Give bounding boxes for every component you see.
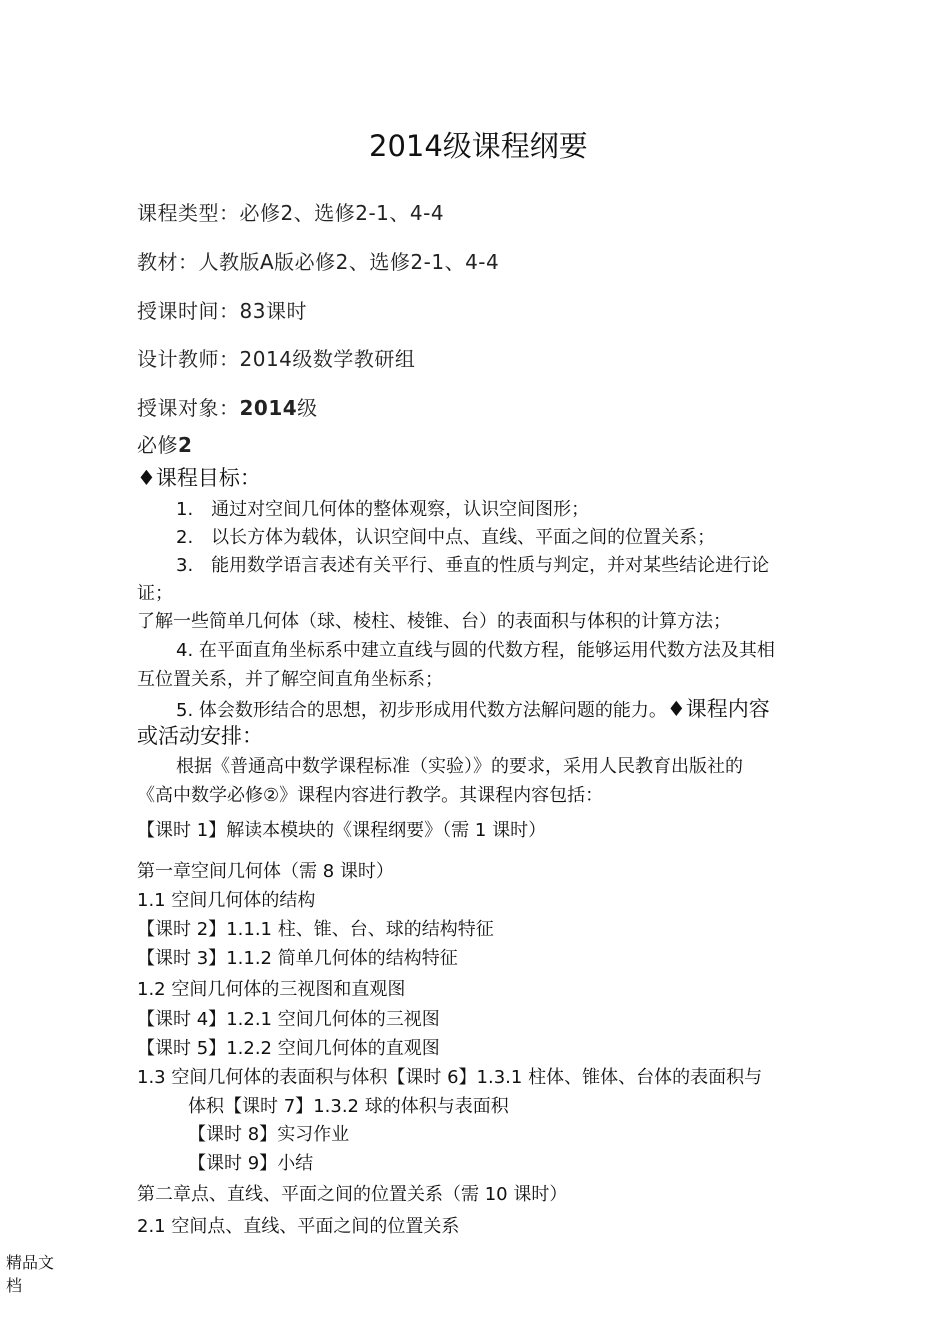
chapter-2: 第二章点、直线、平面之间的位置关系（需 10 课时） (137, 1184, 568, 1205)
lesson-1 (137, 816, 546, 842)
lesson-7-line (188, 1092, 509, 1118)
lesson-text: 1.2.2 空间几何体的直观图 (226, 1038, 440, 1059)
section-1-3: 1.3 空间几何体的表面积与体积 (137, 1067, 388, 1088)
designer-value: 2014级数学教研组 (239, 347, 416, 371)
lesson-tag: 【课时 3】 (137, 948, 227, 969)
lesson-tag: 【课时 7】 (224, 1096, 314, 1117)
lesson-tag: 【课时 9】 (188, 1153, 278, 1174)
footer-watermark: 精品文档 (6, 1253, 55, 1295)
lesson-text: 小结 (277, 1153, 314, 1174)
lesson-text: 实习作业 (277, 1124, 350, 1145)
objective-1: 1. 通过对空间几何体的整体观察，认识空间图形； (176, 499, 590, 520)
audience-label: 授课对象： (137, 396, 240, 420)
lesson-tag: 【课时 4】 (137, 1009, 227, 1030)
teaching-time-value: 83课时 (239, 299, 307, 323)
lesson-text: 1.3.2 球的体积与表面积 (313, 1096, 509, 1117)
lesson-tag: 【课时 5】 (137, 1038, 227, 1059)
lesson-tag: 【课时 6】 (387, 1067, 477, 1088)
objective-4-line2: 互位置关系，并了解空间直角坐标系； (137, 669, 443, 690)
objective-4-line1: 4. 在平面直角坐标系中建立直线与圆的代数方程，能够运用代数方法及其相 (176, 640, 775, 661)
section-1-2: 1.2 空间几何体的三视图和直观图 (137, 979, 406, 1000)
lesson-2 (137, 915, 494, 941)
module-prefix: 必修 (137, 433, 178, 457)
lesson-9 (188, 1149, 313, 1175)
audience-value: 2014 (239, 396, 298, 420)
intro-line1: 根据《普通高中数学课程标准（实验）》的要求，采用人民教育出版社的 (176, 756, 743, 777)
intro-line2: 《高中数学必修②》课程内容进行教学。其课程内容包括： (137, 785, 604, 806)
lesson-tag: 【课时 8】 (188, 1124, 278, 1145)
lesson-text: 解读本模块的《课程纲要》（需 1 课时） (226, 820, 547, 841)
module-number: 2 (178, 433, 193, 457)
content-heading-line2: 或活动安排： (137, 724, 263, 748)
section-2-1: 2.1 空间点、直线、平面之间的位置关系 (137, 1216, 460, 1237)
lesson-4 (137, 1005, 440, 1031)
objective-3-line1: 3. 能用数学语言表述有关平行、垂直的性质与判定，并对某些结论进行论 (176, 555, 770, 576)
lesson-text: 1.3.1 柱体、锥体、台体的表面积与 (476, 1067, 763, 1088)
course-type-line (137, 197, 444, 226)
objectives-heading: ♦课程目标： (137, 466, 261, 490)
lesson-3 (137, 944, 458, 970)
section-1-3-continued: 体积 (188, 1096, 224, 1117)
lesson-text: 1.1.1 柱、锥、台、球的结构特征 (226, 919, 494, 940)
lesson-8 (188, 1120, 349, 1146)
objective-3-extra: 了解一些简单几何体（球、棱柱、棱锥、台）的表面积与体积的计算方法； (137, 611, 731, 632)
lesson-5 (137, 1034, 440, 1060)
designer-line (137, 343, 415, 372)
lesson-tag: 【课时 1】 (137, 820, 227, 841)
textbook-value: 人教版A版必修2、选修2-1、4-4 (198, 250, 500, 274)
textbook-line (137, 246, 499, 275)
lesson-text: 1.1.2 简单几何体的结构特征 (226, 948, 458, 969)
objective-3-line2: 证； (137, 583, 173, 604)
content-heading: ♦课程内容 (666, 697, 770, 721)
module-line (137, 429, 192, 458)
objective-2: 2. 以长方体为载体，认识空间中点、直线、平面之间的位置关系； (176, 527, 716, 548)
page-title: 2014级课程纲要 (369, 129, 588, 163)
section-1-3-line (137, 1063, 762, 1089)
audience-suffix: 级 (297, 396, 318, 420)
audience-line (137, 392, 318, 421)
textbook-label: 教材： (137, 250, 199, 274)
teaching-time-label: 授课时间： (137, 299, 240, 323)
lesson-tag: 【课时 2】 (137, 919, 227, 940)
course-type-value: 必修2、选修2-1、4-4 (239, 201, 445, 225)
lesson-text: 1.2.1 空间几何体的三视图 (226, 1009, 440, 1030)
chapter-1: 第一章空间几何体（需 8 课时） (137, 861, 394, 882)
objective-5: 5. 体会数形结合的思想，初步形成用代数方法解问题的能力。 (176, 700, 667, 721)
designer-label: 设计教师： (137, 347, 240, 371)
course-type-label: 课程类型： (137, 201, 240, 225)
objective-5-line (176, 693, 770, 723)
section-1-1: 1.1 空间几何体的结构 (137, 890, 316, 911)
teaching-time-line (137, 295, 307, 324)
